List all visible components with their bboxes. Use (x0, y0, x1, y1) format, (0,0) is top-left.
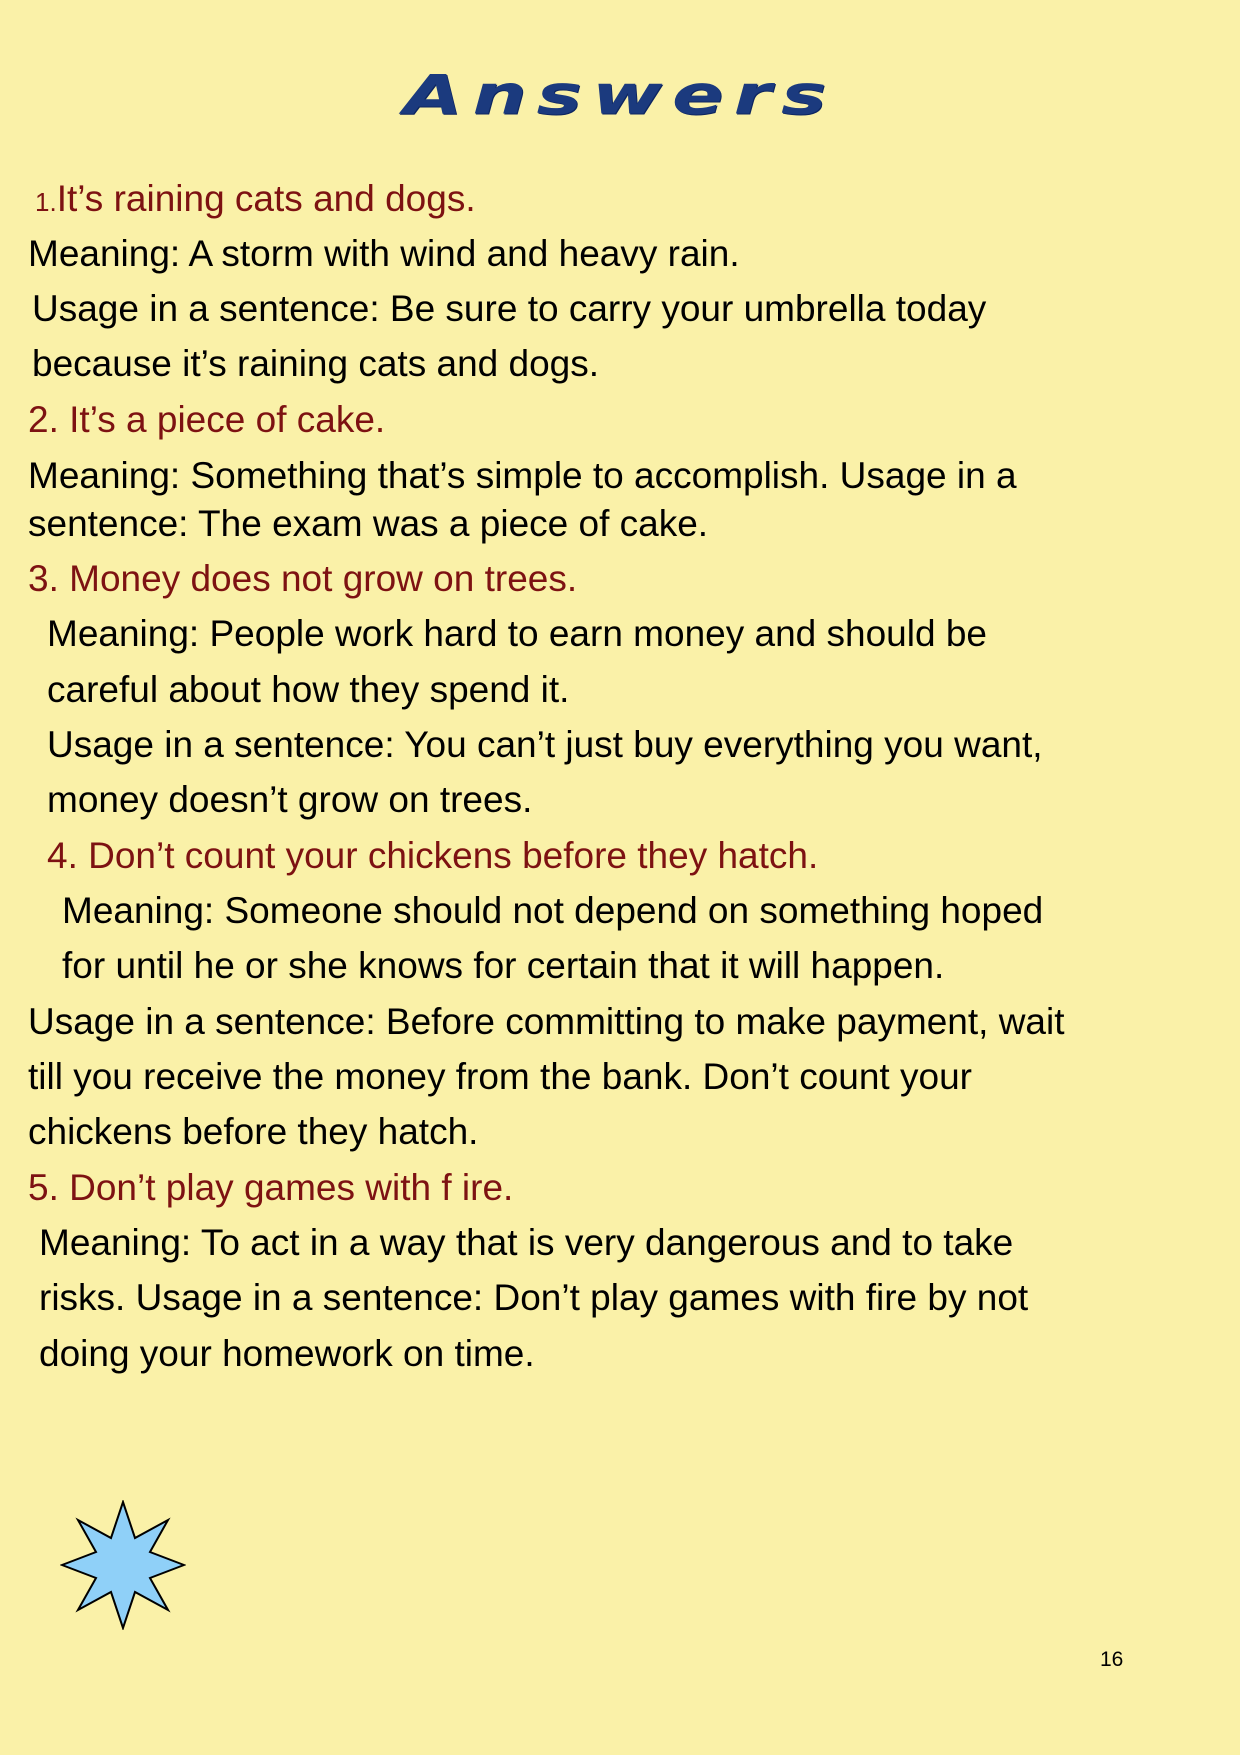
idiom-heading-4: 4. Don’t count your chickens before they hatch. (47, 835, 819, 876)
star-icon (60, 1500, 186, 1630)
usage-line: Usage in a sentence: Be sure to carry your umbrella today (32, 288, 987, 329)
idiom-heading-2: 2. It’s a piece of cake. (28, 399, 386, 440)
page-title: Answers (403, 62, 837, 127)
meaning-line: Meaning: People work hard to earn money and should be (47, 613, 987, 654)
meaning-line: for until he or she knows for certain that it will happen. (62, 945, 945, 986)
idiom-heading-1 (35, 180, 476, 217)
idiom-heading-3: 3. Money does not grow on trees. (28, 558, 578, 599)
usage-line: Usage in a sentence: Before committing to make payment, wait (28, 1001, 1065, 1042)
usage-line: sentence: The exam was a piece of cake. (28, 503, 709, 544)
usage-line: risks. Usage in a sentence: Don’t play games with fire by not (39, 1277, 1029, 1318)
meaning-line: Meaning: Someone should not depend on something hoped (62, 890, 1044, 931)
meaning-line: Meaning: A storm with wind and heavy rain. (28, 233, 740, 274)
star-shape (62, 1502, 184, 1628)
meaning-line: Meaning: Something that’s simple to accomplish. Usage in a (28, 455, 1017, 496)
meaning-line: careful about how they spend it. (47, 669, 570, 710)
usage-line: doing your homework on time. (39, 1333, 535, 1374)
usage-line: money doesn’t grow on trees. (47, 779, 533, 820)
usage-line: chickens before they hatch. (28, 1111, 479, 1152)
idiom-heading-1-text: It’s raining cats and dogs. (56, 178, 476, 219)
usage-line: Usage in a sentence: You can’t just buy everything you want, (47, 724, 1043, 765)
meaning-line: Meaning: To act in a way that is very dangerous and to take (39, 1222, 1014, 1263)
usage-line: because it’s raining cats and dogs. (32, 343, 600, 384)
idiom-number-1: 1. (35, 187, 57, 217)
page-number: 16 (1100, 1648, 1124, 1671)
usage-line: till you receive the money from the bank. Don’t count your (28, 1056, 972, 1097)
idiom-heading-5: 5. Don’t play games with f ire. (28, 1167, 514, 1208)
